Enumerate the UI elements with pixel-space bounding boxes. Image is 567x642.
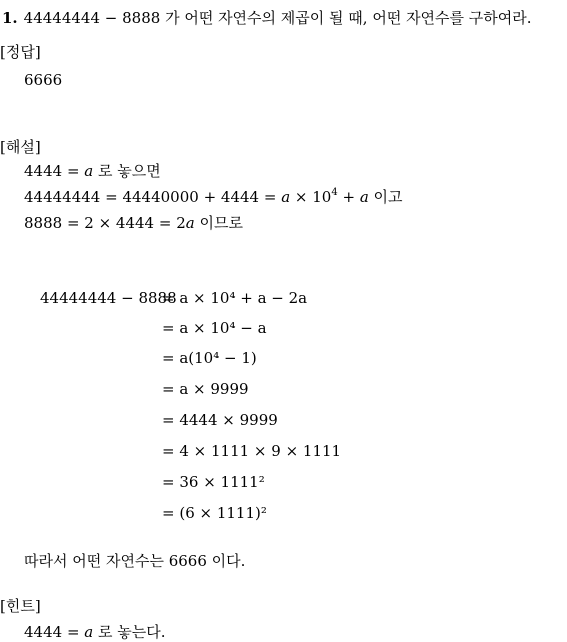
eq-text: 이므로 bbox=[194, 214, 243, 232]
var-a: a bbox=[281, 188, 291, 206]
problem-text: 44444444 − 8888 가 어떤 자연수의 제곱이 될 때, 어떤 자연수를 구하여라. bbox=[23, 9, 532, 27]
eq-text: + bbox=[337, 188, 360, 206]
derivation-step: = a × 10⁴ + a − 2a bbox=[162, 289, 308, 307]
hint-text bbox=[24, 622, 166, 642]
eq-text: × 10 bbox=[290, 188, 332, 206]
eq-text: 로 놓으면 bbox=[93, 162, 161, 180]
eq-text: 4444 = bbox=[24, 162, 85, 180]
derivation-step: = 4444 × 9999 bbox=[162, 411, 278, 429]
eq-text: 로 놓는다. bbox=[93, 623, 166, 641]
eq-text: 4444 = bbox=[24, 623, 85, 641]
var-a: a bbox=[84, 162, 94, 180]
explanation-line-2 bbox=[24, 187, 403, 207]
explanation-line-3 bbox=[24, 213, 243, 233]
answer-header: [정답] bbox=[0, 43, 41, 61]
exponent: 4 bbox=[331, 187, 338, 198]
answer-value: 6666 bbox=[24, 71, 63, 89]
derivation-step: = a(10⁴ − 1) bbox=[162, 349, 257, 367]
derivation-step: = 36 × 1111² bbox=[162, 473, 265, 491]
derivation-step: = a × 9999 bbox=[162, 380, 249, 398]
var-a: a bbox=[185, 214, 195, 232]
explanation-header: [해설] bbox=[0, 138, 41, 156]
problem-number: 1. bbox=[2, 9, 18, 27]
eq-text: 이고 bbox=[368, 188, 403, 206]
derivation-lhs: 44444444 − 8888 bbox=[40, 289, 177, 307]
conclusion: 따라서 어떤 자연수는 6666 이다. bbox=[24, 552, 246, 570]
problem-statement bbox=[2, 8, 532, 28]
derivation-step: = 4 × 1111 × 9 × 1111 bbox=[162, 442, 342, 460]
derivation-step: = a × 10⁴ − a bbox=[162, 319, 267, 337]
derivation-step: = (6 × 1111)² bbox=[162, 504, 267, 522]
var-a: a bbox=[84, 623, 94, 641]
var-a: a bbox=[359, 188, 369, 206]
hint-header: [힌트] bbox=[0, 597, 41, 615]
eq-text: 44444444 = 44440000 + 4444 = bbox=[24, 188, 282, 206]
explanation-line-1 bbox=[24, 161, 161, 181]
eq-text: 8888 = 2 × 4444 = 2 bbox=[24, 214, 186, 232]
